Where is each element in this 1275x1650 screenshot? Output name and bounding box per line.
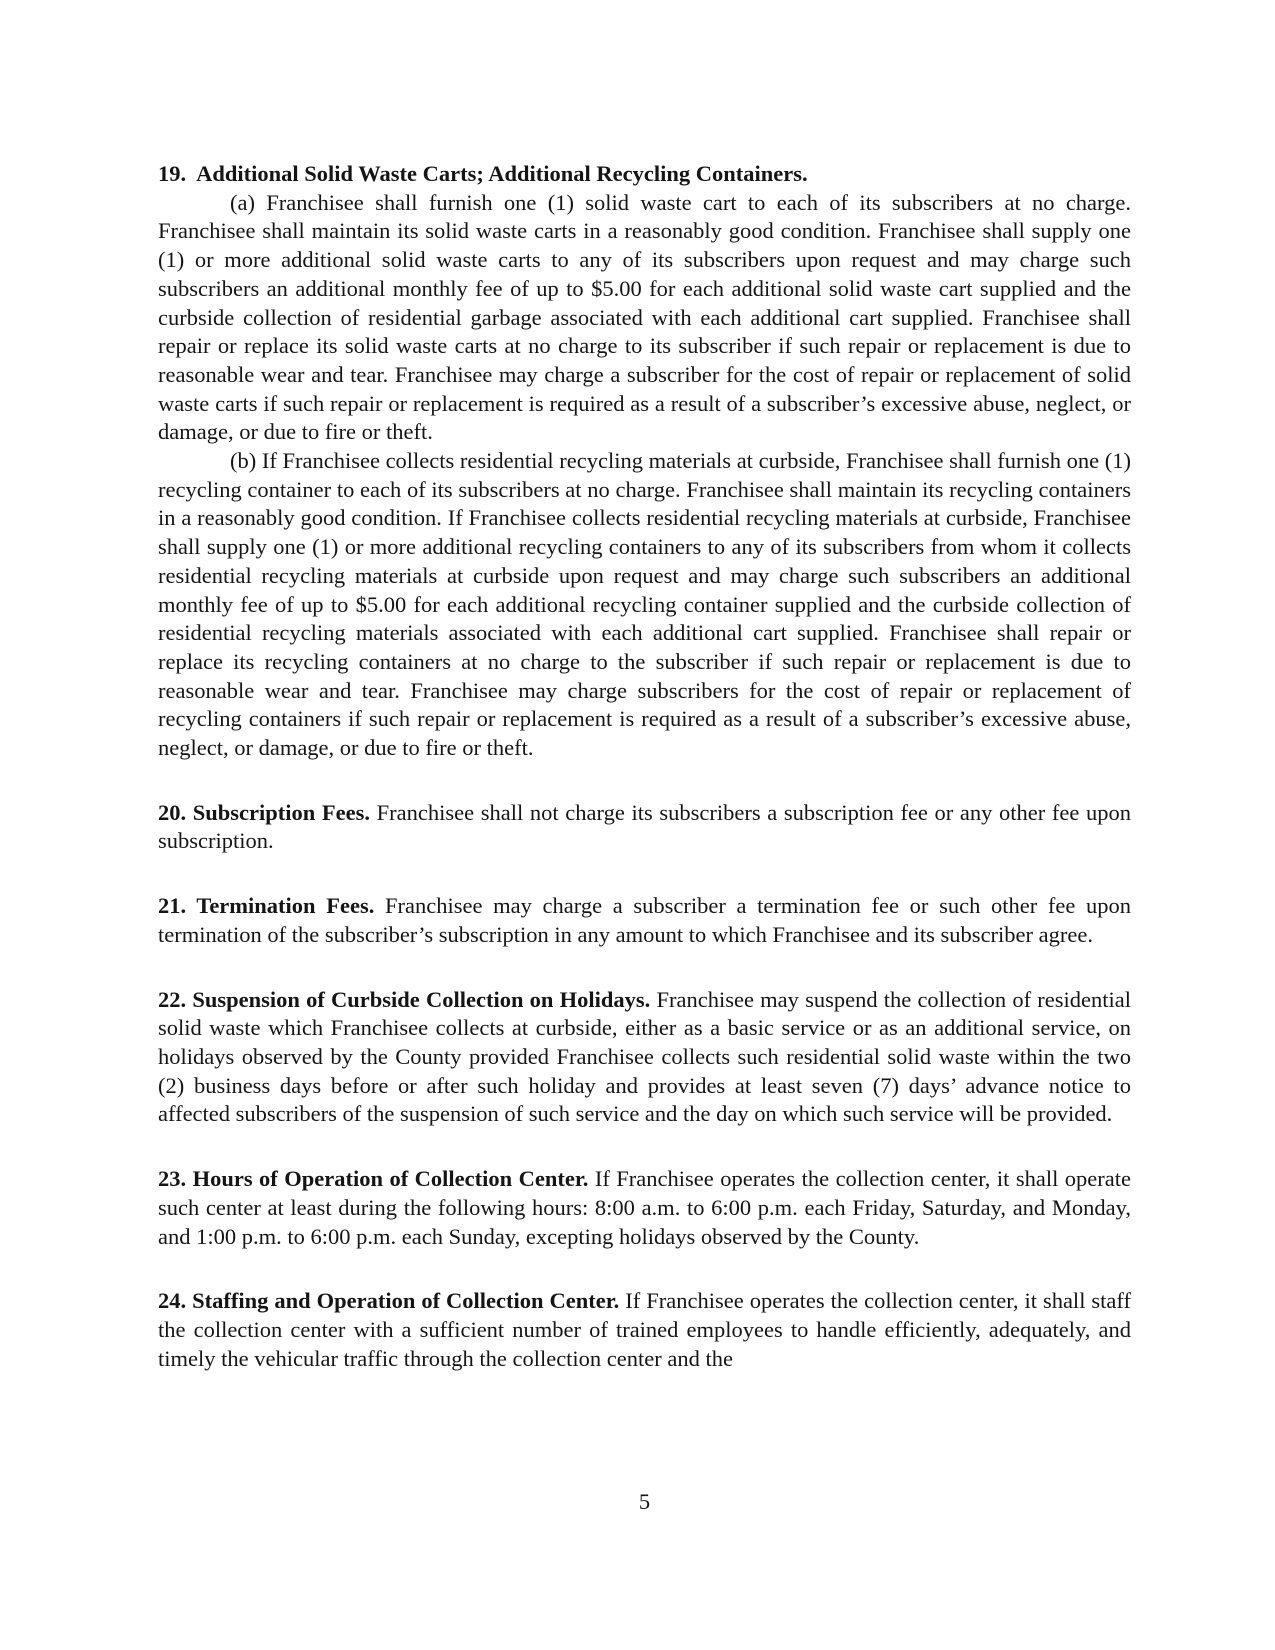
section-23-heading: 23. Hours of Operation of Collection Center. xyxy=(158,1166,589,1192)
section-24-heading: 24. Staffing and Operation of Collection Center. xyxy=(158,1288,620,1314)
section-19 xyxy=(158,160,1131,763)
section-22-heading: 22. Suspension of Curbside Collection on Holidays. xyxy=(158,986,651,1012)
document-content xyxy=(158,160,1131,1373)
section-23-body: If Franchisee operates the collection center, it shall operate such center at least during the following hours: 8:00 a.m. to 6:00 p.m. each Friday, Saturday, and Monday, and 1:00 p.m. to 6:00 p.m. each Sunday, excepting holidays observed by the County. xyxy=(158,1166,1131,1249)
section-22 xyxy=(158,986,1131,1130)
section-21 xyxy=(158,892,1131,949)
section-21-body: Franchisee may charge a subscriber a termination fee or such other fee upon termination of the subscriber’s subscription in any amount to which Franchisee and its subscriber agree. xyxy=(158,893,1132,947)
section-24 xyxy=(158,1287,1131,1373)
section-24-body: If Franchisee operates the collection center, it shall staff the collection center with a sufficient number of trained employees to handle efficiently, adequately, and timely the vehicular traffic through the collection center and the xyxy=(158,1288,1131,1371)
section-20-body: Franchisee shall not charge its subscribers a subscription fee or any other fee upon subscription. xyxy=(158,799,1131,854)
page-number: 5 xyxy=(638,1489,651,1514)
section-23 xyxy=(158,1165,1131,1251)
section-19-paragraph-a: (a) Franchisee shall furnish one (1) solid waste cart to each of its subscribers at no charge. Franchisee shall maintain its solid waste carts in a reasonably good condition. Franchisee shall supply one (1) or more additional solid waste carts to any of its subscribers upon request and may charge such subscribers an additional monthly fee of up to $5.00 for each additional solid waste cart supplied and the curbside collection of residential garbage associated with each additional cart supplied. Franchisee shall repair or replace its solid waste carts at no charge to its subscriber if such repair or replacement is due to reasonable wear and tear. Franchisee may charge a subscriber for the cost of repair or replacement of solid waste carts if such repair or replacement is required as a result of a subscriber’s excessive abuse, neglect, or damage, or due to fire or theft. xyxy=(158,189,1131,445)
section-20 xyxy=(158,799,1131,856)
section-22-body: Franchisee may suspend the collection of residential solid waste which Franchisee collects at curbside, either as a basic service or as an additional service, on holidays observed by the County provided Franchisee collects such residential solid waste within the two (2) business days before or after such holiday and provides at least seven (7) days’ advance notice to affected subscribers of the suspension of such service and the day on which such service will be provided. xyxy=(158,986,1132,1127)
section-20-heading: 20. Subscription Fees. xyxy=(158,799,371,825)
section-19-paragraph-b: (b) If Franchisee collects residential recycling materials at curbside, Franchisee shall furnish one (1) recycling container to each of its subscribers at no charge. Franchisee shall maintain its recycling containers in a reasonably good condition. If Franchisee collects residential recycling materials at curbside, Franchisee shall supply one (1) or more additional recycling containers to any of its subscribers from whom it collects residential recycling materials at curbside upon request and may charge such subscribers an additional monthly fee of up to $5.00 for each additional recycling container supplied and the curbside collection of residential recycling materials associated with each additional cart supplied. Franchisee shall repair or replace its recycling containers at no charge to the subscriber if such repair or replacement is due to reasonable wear and tear. Franchisee may charge subscribers for the cost of repair or replacement of recycling containers if such repair or replacement is required as a result of a subscriber’s excessive abuse, neglect, or damage, or due to fire or theft. xyxy=(158,448,1131,761)
section-19-heading: 19. Additional Solid Waste Carts; Additional Recycling Containers. xyxy=(158,161,808,186)
section-21-heading: 21. Termination Fees. xyxy=(158,893,375,919)
